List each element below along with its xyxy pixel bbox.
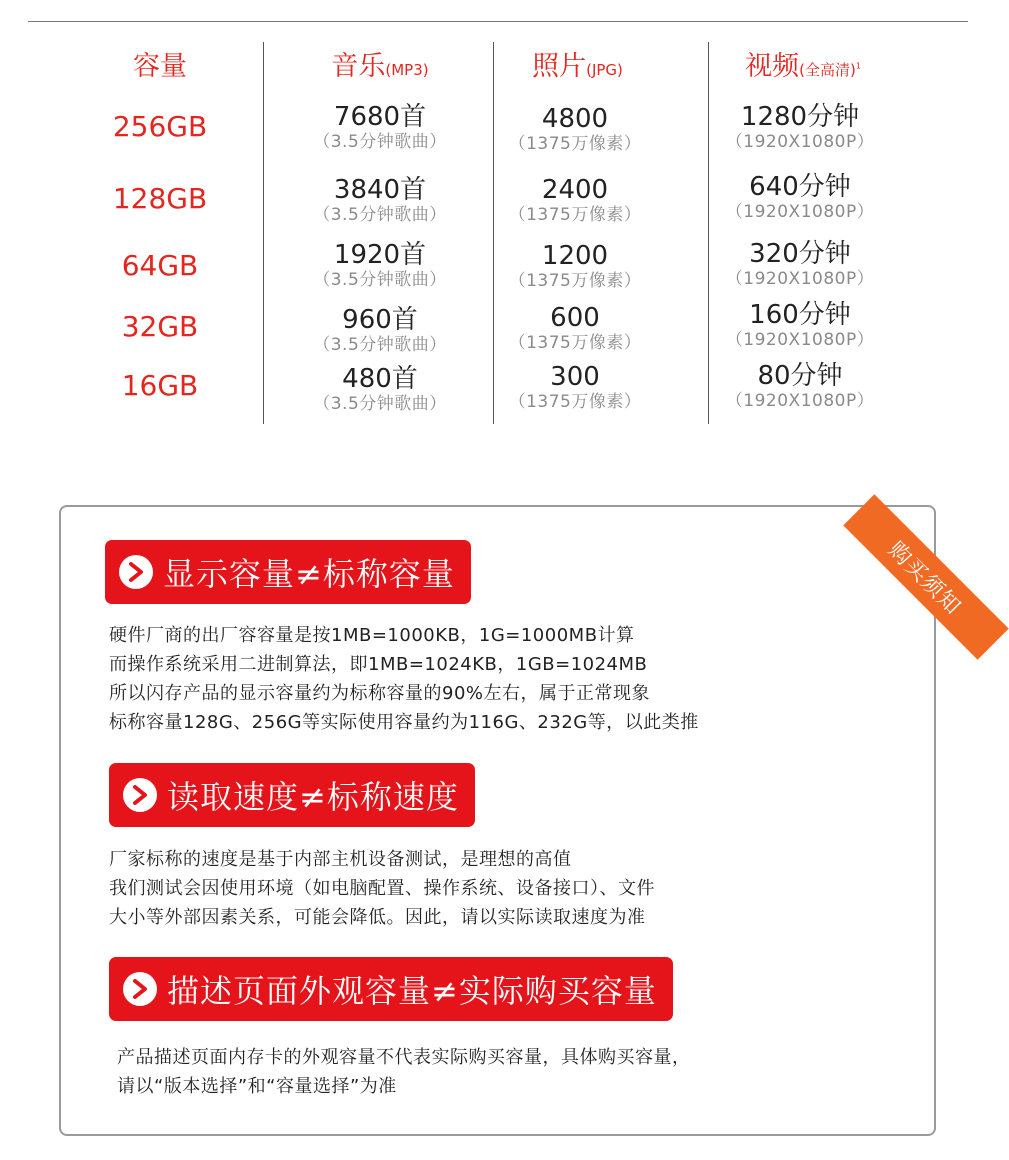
header-photo <box>500 44 655 83</box>
photo-note: （1375万像素） <box>508 271 642 291</box>
body-line: 我们测试会因使用环境（如电脑配置、操作系统、设备接口）、文件 <box>109 878 655 899</box>
video-duration: 320分钟 <box>749 239 851 269</box>
section-body-appearance-capacity <box>117 1043 691 1101</box>
video-note: （1920X1080P） <box>725 391 875 411</box>
video-cell <box>720 239 880 289</box>
body-line: 请以“版本选择”和“容量选择”为准 <box>117 1076 397 1097</box>
music-cell <box>300 102 460 152</box>
music-cell <box>300 240 460 290</box>
column-divider <box>263 42 264 424</box>
photo-count: 2400 <box>541 175 609 205</box>
body-line: 所以闪存产品的显示容量约为标称容量的90%左右，属于正常现象 <box>109 683 651 704</box>
play-arrow-icon <box>119 555 153 589</box>
capacity-cell: 16GB <box>121 369 199 402</box>
video-note: （1920X1080P） <box>725 330 875 350</box>
photo-cell <box>500 241 650 291</box>
photo-note: （1375万像素） <box>508 134 642 154</box>
header-video-unit: (全高清) <box>799 61 856 79</box>
column-divider <box>493 42 494 424</box>
music-count: 7680首 <box>333 102 427 132</box>
video-note: （1920X1080P） <box>725 132 875 152</box>
header-capacity <box>60 44 260 83</box>
music-count: 960首 <box>342 305 418 335</box>
capacity-cell: 128GB <box>112 182 208 215</box>
music-cell <box>300 175 460 225</box>
capacity-cell: 32GB <box>121 310 199 343</box>
header-music <box>300 44 460 83</box>
video-note: （1920X1080P） <box>725 269 875 289</box>
column-divider <box>708 42 709 424</box>
music-count: 1920首 <box>333 240 427 270</box>
body-line: 而操作系统采用二进制算法，即1MB=1024KB，1GB=1024MB <box>109 654 648 675</box>
photo-note: （1375万像素） <box>508 205 642 225</box>
video-cell <box>720 102 880 152</box>
section-title-text: 读取速度≠标称速度 <box>167 778 459 816</box>
section-title-appearance-capacity <box>109 957 673 1021</box>
body-line: 硬件厂商的出厂容容量是按1MB=1000KB，1G=1000MB计算 <box>109 625 635 646</box>
photo-count: 300 <box>550 362 600 392</box>
header-capacity-label: 容量 <box>133 51 187 82</box>
video-cell <box>720 172 880 222</box>
body-line: 厂家标称的速度是基于内部主机设备测试，是理想的高值 <box>109 849 572 870</box>
music-note: （3.5分钟歌曲） <box>313 335 447 355</box>
photo-count: 1200 <box>541 241 609 271</box>
video-cell <box>720 361 880 411</box>
header-music-unit: (MP3) <box>385 61 429 79</box>
music-note: （3.5分钟歌曲） <box>313 205 447 225</box>
video-cell <box>720 300 880 350</box>
photo-count: 600 <box>550 303 600 333</box>
section-title-text: 描述页面外观容量≠实际购买容量 <box>167 972 657 1010</box>
play-arrow-icon <box>123 972 157 1006</box>
capacity-cell: 64GB <box>121 249 199 282</box>
header-video-label: 视频 <box>745 51 800 82</box>
video-duration: 80分钟 <box>757 361 843 391</box>
section-body-display-capacity <box>109 621 699 737</box>
music-cell <box>300 305 460 355</box>
top-divider <box>28 21 968 22</box>
photo-cell <box>500 175 650 225</box>
music-cell <box>300 364 460 414</box>
photo-count: 4800 <box>541 104 609 134</box>
header-photo-label: 照片 <box>532 51 587 82</box>
video-duration: 1280分钟 <box>740 102 860 132</box>
video-note: （1920X1080P） <box>725 202 875 222</box>
body-line: 标称容量128G、256G等实际使用容量约为116G、232G等，以此类推 <box>109 712 699 733</box>
header-video-footnote: 1 <box>855 61 861 71</box>
section-title-text: 显示容量≠标称容量 <box>163 555 455 593</box>
video-duration: 640分钟 <box>749 172 851 202</box>
header-music-label: 音乐 <box>331 51 386 82</box>
video-duration: 160分钟 <box>749 300 851 330</box>
music-note: （3.5分钟歌曲） <box>313 394 447 414</box>
photo-cell <box>500 104 650 154</box>
section-body-read-speed <box>109 845 655 932</box>
photo-cell <box>500 303 650 353</box>
body-line: 产品描述页面内存卡的外观容量不代表实际购买容量，具体购买容量， <box>117 1047 691 1068</box>
photo-note: （1375万像素） <box>508 392 642 412</box>
music-note: （3.5分钟歌曲） <box>313 132 447 152</box>
purchase-notice-box <box>59 505 966 1136</box>
header-video <box>718 44 888 83</box>
capacity-cell: 256GB <box>112 110 208 143</box>
play-arrow-icon <box>123 778 157 812</box>
photo-cell <box>500 362 650 412</box>
body-line: 大小等外部因素关系，可能会降低。因此，请以实际读取速度为准 <box>109 907 646 928</box>
header-photo-unit: (JPG) <box>586 61 623 79</box>
music-count: 480首 <box>342 364 418 394</box>
music-note: （3.5分钟歌曲） <box>313 270 447 290</box>
music-count: 3840首 <box>333 175 427 205</box>
section-title-read-speed <box>109 763 475 827</box>
purchase-notice-ribbon: 购买须知 <box>843 494 1008 659</box>
section-title-display-capacity <box>105 540 471 604</box>
photo-note: （1375万像素） <box>508 333 642 353</box>
